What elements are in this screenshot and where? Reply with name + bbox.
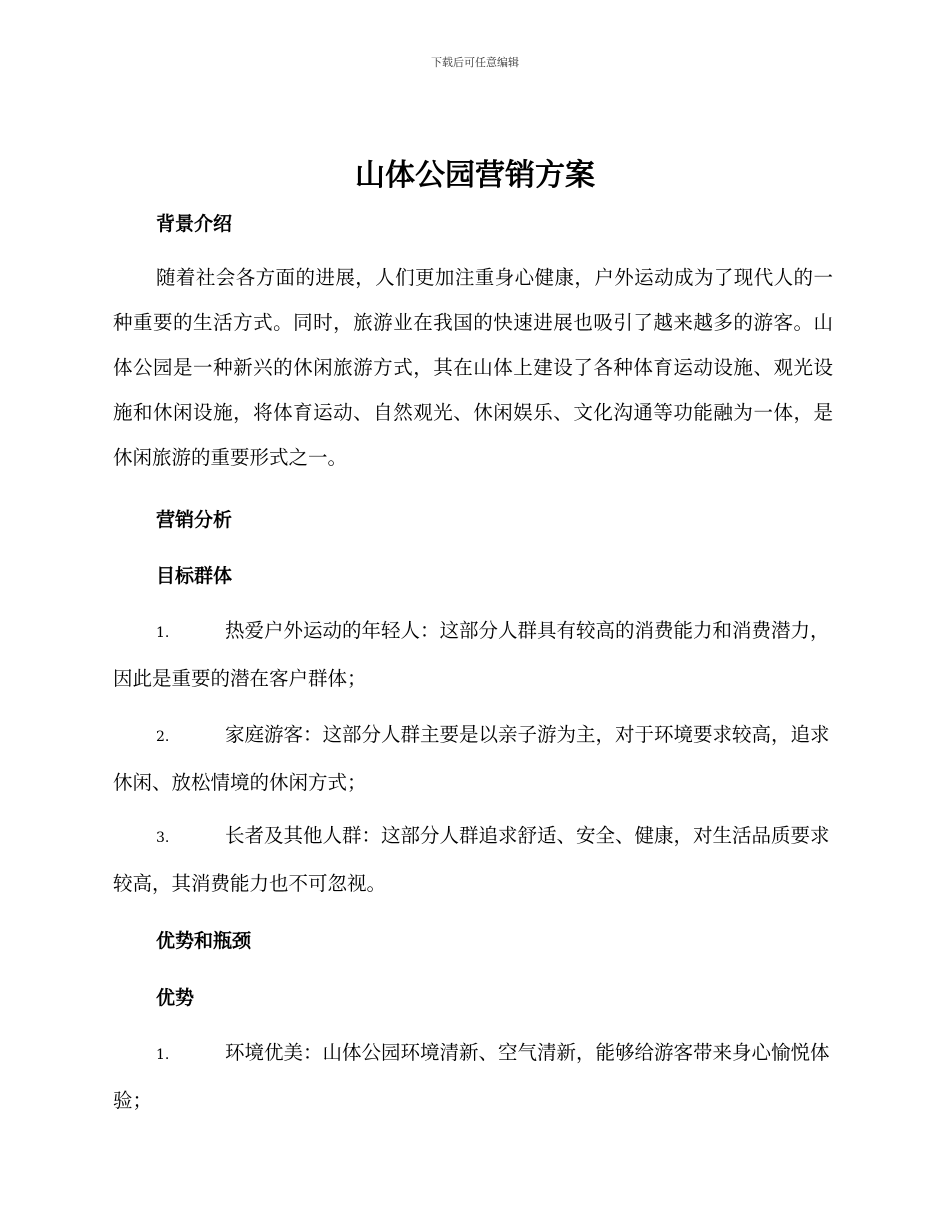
list-item <box>113 608 833 701</box>
list-item-number: 3. <box>156 830 170 846</box>
list-item-number: 2. <box>156 729 170 745</box>
document-title: 山体公园营销方案 <box>355 158 595 193</box>
list-item <box>113 712 833 805</box>
list-item-number: 1. <box>156 625 170 641</box>
background-paragraph: 随着社会各方面的进展，人们更加注重身心健康，户外运动成为了现代人的一种重要的生活方式。同时，旅游业在我国的快速进展也吸引了越来越多的游客。山体公园是一种新兴的休闲旅游方式，其在山体上建设了各种体育运动设施、观光设施和休闲设施，将体育运动、自然观光、休闲娱乐、文化沟通等功能融为一体，是休闲旅游的重要形式之一。 <box>113 266 833 469</box>
heading-marketing-analysis: 营销分析 <box>156 509 233 531</box>
list-item-text: 家庭游客：这部分人群主要是以亲子游为主，对于环境要求较高，追求休闲、放松情境的休闲方式； <box>113 723 830 794</box>
heading-background: 背景介绍 <box>156 213 233 235</box>
list-item-text: 环境优美：山体公园环境清新、空气清新，能够给游客带来身心愉悦体验； <box>113 1041 830 1112</box>
list-item-text: 热爱户外运动的年轻人：这部分人群具有较高的消费能力和消费潜力，因此是重要的潜在客户群体； <box>113 619 830 690</box>
list-item <box>113 1030 833 1123</box>
list-item <box>113 813 833 906</box>
heading-strengths: 优势 <box>156 987 195 1009</box>
heading-strengths-bottlenecks: 优势和瓶颈 <box>156 930 252 952</box>
header-note: 下载后可任意编辑 <box>431 56 519 69</box>
list-item-number: 1. <box>156 1047 170 1063</box>
list-item-text: 长者及其他人群：这部分人群追求舒适、安全、健康，对生活品质要求较高，其消费能力也不可忽视。 <box>113 824 830 895</box>
heading-target-group: 目标群体 <box>156 565 233 587</box>
